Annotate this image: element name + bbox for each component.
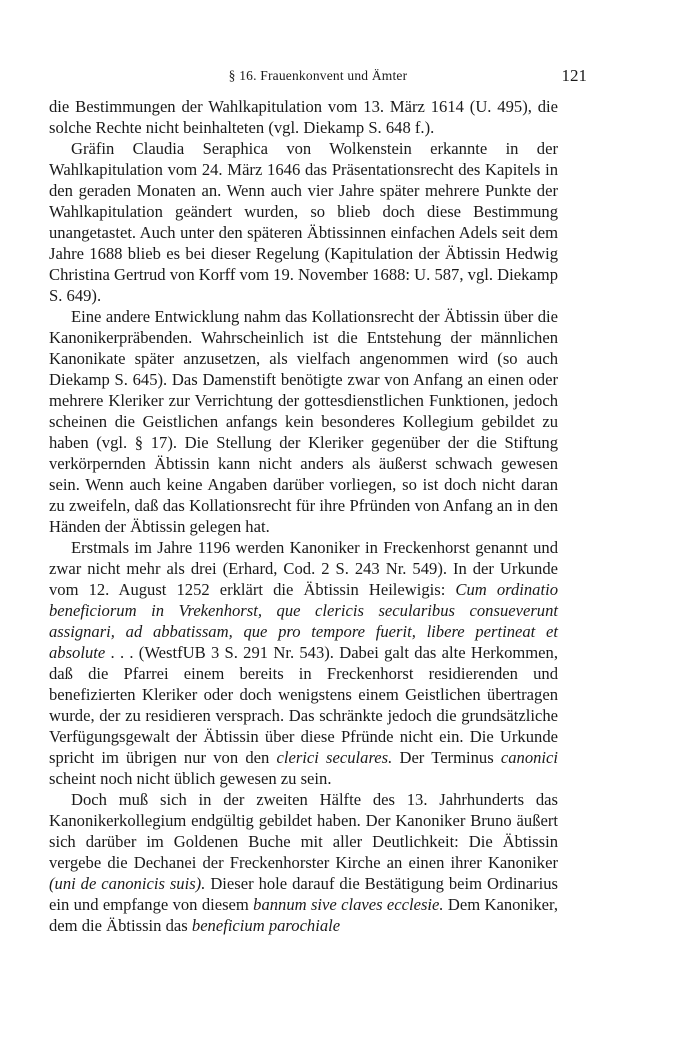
- text-run: Dem Kanoniker, dem die Äbtissin das: [49, 895, 558, 935]
- italic-text-run: Cum ordinatio beneficiorum in Vrekenhorst, que clericis secularibus consueverunt assignari, ad abbatissam, que pro tempore fuerit, libere pertineat et absolute: [49, 580, 558, 662]
- paragraph: [49, 138, 558, 306]
- paragraph: [49, 789, 558, 936]
- text-run: Gräfin Claudia Seraphica von Wolkenstein erkannte in der Wahlkapitulation vom 24. März 1646 das Präsentationsrecht des Kapitels in den geraden Monaten an. Wenn auch vier Jahre später mehrere Punkte der Wahlkapitulation geändert wurden, so blieb doch diese Bestimmung unangetastet. Auch unter den späteren Äbtissinnen einfachen Adels seit dem Jahre 1688 blieb es bei dieser Regelung (Kapitulation der Äbtissin Hedwig Christina Gertrud von Korff vom 19. November 1688: U. 587, vgl. Diekamp S. 649).: [49, 139, 558, 305]
- text-run: scheint noch nicht üblich gewesen zu sein.: [49, 769, 332, 788]
- page-number: 121: [561, 66, 587, 85]
- body-text: [49, 96, 558, 936]
- text-run: Eine andere Entwicklung nahm das Kollationsrecht der Äbtissin über die Kanonikerpräbenden. Wahrscheinlich ist die Entstehung der männlichen Kanonikate später anzusetzen, als vielfach angenommen wird (so auch Diekamp S. 645). Das Damenstift benötigte zwar von Anfang an einen oder mehrere Kleriker zur Verrichtung der gottesdienstlichen Funktionen, jedoch scheinen die Geistlichen anfangs kein besonderes Kollegium gebildet zu haben (vgl. § 17). Die Stellung der Kleriker gegenüber der die Stiftung verkörpernden Äbtissin kann nicht anders als äußerst schwach gewesen sein. Wenn auch keine Angaben darüber vorliegen, so ist doch nicht daran zu zweifeln, daß das Kollationsrecht für ihre Pfründen von Anfang an in den Händen der Äbtissin gelegen hat.: [49, 307, 558, 536]
- running-head: [49, 66, 587, 88]
- running-title: § 16. Frauenkonvent und Ämter: [228, 68, 408, 83]
- text-run: Dieser hole darauf die Bestätigung beim Ordinarius ein und empfange von diesem: [49, 874, 558, 914]
- text-run: Doch muß sich in der zweiten Hälfte des 13. Jahrhunderts das Kanonikerkollegium endgültig gebildet haben. Der Kanoniker Bruno äußert sich darüber im Goldenen Buche mit aller Deutlichkeit: Die Äbtissin vergebe die Dechanei der Freckenhorster Kirche an einen ihrer Kanoniker: [49, 790, 558, 872]
- text-run: . . . (WestfUB 3 S. 291 Nr. 543). Dabei galt das alte Herkommen, daß die Pfarrei einem bereits in Freckenhorst residierenden und benefizierten Kleriker oder doch wenigstens einem Geistlichen übertragen wurde, der zu residieren versprach. Das schränkte jedoch die grundsätzliche Verfügungsgewalt der Äbtissin über diese Pfründe nicht ein. Die Urkunde spricht im übrigen nur von den: [49, 643, 558, 767]
- text-run: Erstmals im Jahre 1196 werden Kanoniker in Freckenhorst genannt und zwar nicht mehr als drei (Erhard, Cod. 2 S. 243 Nr. 549). In der Urkunde vom 12. August 1252 erklärt die Äbtissin Heilewigis:: [49, 538, 558, 599]
- italic-text-run: beneficium parochiale: [191, 916, 341, 935]
- paragraph: [49, 537, 558, 789]
- italic-text-run: canonici: [500, 748, 558, 767]
- paragraph: [49, 306, 558, 537]
- text-run: Der Terminus: [392, 748, 501, 767]
- text-run: die Bestimmungen der Wahlkapitulation vom 13. März 1614 (U. 495), die solche Rechte nicht beinhalteten (vgl. Diekamp S. 648 f.).: [49, 97, 558, 137]
- paragraph: [49, 96, 558, 138]
- italic-text-run: clerici seculares.: [276, 748, 393, 767]
- italic-text-run: (uni de canonicis suis).: [49, 874, 206, 893]
- italic-text-run: bannum sive claves ecclesie.: [253, 895, 444, 914]
